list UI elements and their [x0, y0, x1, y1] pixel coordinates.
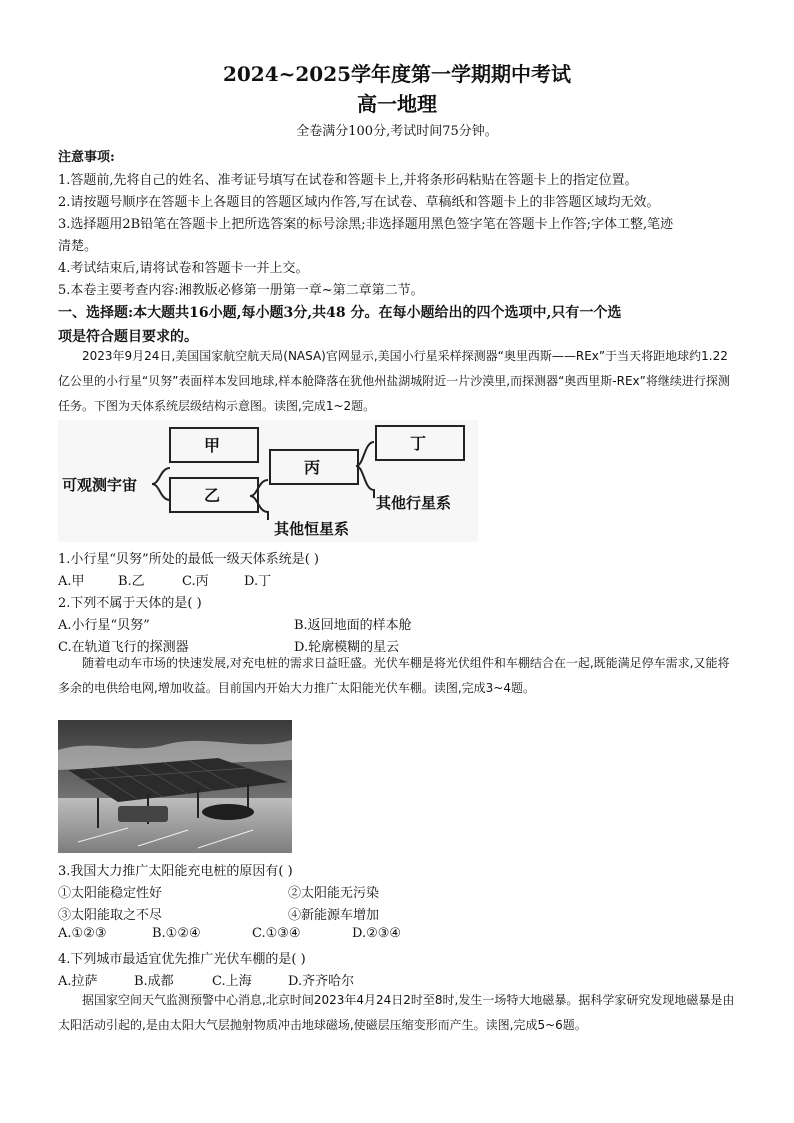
q4-option-d: D.齐齐哈尔	[288, 974, 355, 989]
passage-2: 随着电动车市场的快速发展,对充电桩的需求日益旺盛。光伏车棚是将光伏组件和车棚结合在一起,既能满足停车需求,又能将多余的电供给电网,增加收益。目前国内开始大力推广太阳能光伏车棚。读图,完成3~4题。	[58, 656, 730, 695]
exam-score-note: 全卷满分100分,考试时间75分钟。	[296, 124, 498, 139]
q3-choice-1: ①太阳能稳定性好	[58, 886, 163, 901]
q3-option-c: C.①③④	[252, 926, 301, 941]
notice-item: 1.答题前,先将自己的姓名、准考证号填写在试卷和答题卡上,并将条形码粘贴在答题卡上的指定位置。	[58, 173, 638, 188]
question-4-stem: 4.下列城市最适宜优先推广光伏车棚的是( )	[58, 952, 306, 967]
q1-option-c: C.丙	[182, 574, 209, 589]
q3-option-d: D.②③④	[352, 926, 402, 941]
q2-option-b: B.返回地面的样本舱	[294, 618, 412, 633]
label-yi: 乙	[204, 486, 221, 505]
label-other-stars: 其他恒星系	[274, 520, 350, 538]
celestial-hierarchy-diagram	[58, 420, 478, 542]
label-root: 可观测宇宙	[62, 476, 138, 494]
brace-root	[152, 468, 170, 500]
notice-item: 3.选择题用2B铅笔在答题卡上把所选答案的标号涂黑;非选择题用黑色签字笔在答题卡上作答;字体工整,笔迹	[58, 217, 674, 232]
section-heading: 一、选择题:本大题共16小题,每小题3分,共48 分。在每小题给出的四个选项中,只有一个选	[58, 305, 622, 321]
q2-option-d: D.轮廓模糊的星云	[294, 640, 400, 655]
question-3-stem: 3.我国大力推广太阳能充电桩的原因有( )	[58, 864, 293, 879]
question-1-stem: 1.小行星“贝努”所处的最低一级天体系统是( )	[58, 552, 319, 567]
q3-option-a: A.①②③	[58, 926, 107, 941]
notice-item: 5.本卷主要考查内容:湘教版必修第一册第一章~第二章第二节。	[58, 283, 424, 298]
q3-choice-2: ②太阳能无污染	[288, 886, 380, 901]
q2-option-c: C.在轨道飞行的探测器	[58, 640, 189, 655]
label-other-planets: 其他行星系	[376, 494, 452, 512]
section-heading-cont: 项是符合题目要求的。	[58, 329, 198, 345]
q4-option-c: C.上海	[212, 974, 252, 989]
q1-option-d: D.丁	[244, 574, 272, 589]
label-jia: 甲	[204, 436, 221, 455]
exam-subject: 高一地理	[357, 92, 437, 116]
q1-option-b: B.乙	[118, 574, 145, 589]
question-2-stem: 2.下列不属于天体的是( )	[58, 596, 202, 611]
notice-heading: 注意事项:	[58, 150, 115, 165]
q3-choice-3: ③太阳能取之不尽	[58, 908, 163, 923]
notice-item: 清楚。	[58, 239, 98, 254]
notice-item: 2.请按题号顺序在答题卡上各题目的答题区域内作答,写在试卷、草稿纸和答题卡上的非答题区域均无效。	[58, 195, 660, 210]
q2-option-a: A.小行星“贝努”	[58, 618, 150, 633]
passage-1: 2023年9月24日,美国国家航空航天局(NASA)官网显示,美国小行星采样探测器“奥里西斯——REx”于当天将距地球约1.22亿公里的小行星“贝努”表面样本发回地球,样本舱降落在犹他州盐湖城附近一片沙漠里,而探测器“奥西里斯-REx”将继续进行探测任务。下图为天体系统层级结构示意图。读图,完成1~2题。	[58, 349, 730, 413]
label-ding: 丁	[410, 434, 427, 453]
label-bing: 丙	[304, 458, 321, 477]
exam-title: 2024~2025学年度第一学期期中考试	[222, 62, 572, 86]
q3-choice-4: ④新能源车增加	[288, 908, 380, 923]
q3-option-b: B.①②④	[152, 926, 201, 941]
q4-option-b: B.成都	[134, 974, 174, 989]
q1-option-a: A.甲	[58, 574, 85, 589]
solar-carport-photo	[58, 720, 292, 853]
photo-svg	[58, 720, 292, 853]
passage-3: 据国家空间天气监测预警中心消息,北京时间2023年4月24日2时至8时,发生一场特大地磁暴。据科学家研究发现地磁暴是由太阳活动引起的,是由太阳大气层抛射物质冲击地球磁场,使磁层压缩变形而产生。读图,完成5~6题。	[58, 993, 735, 1032]
diagram-svg	[58, 420, 478, 542]
q4-option-a: A.拉萨	[58, 974, 98, 989]
notice-item: 4.考试结束后,请将试卷和答题卡一并上交。	[58, 261, 309, 276]
